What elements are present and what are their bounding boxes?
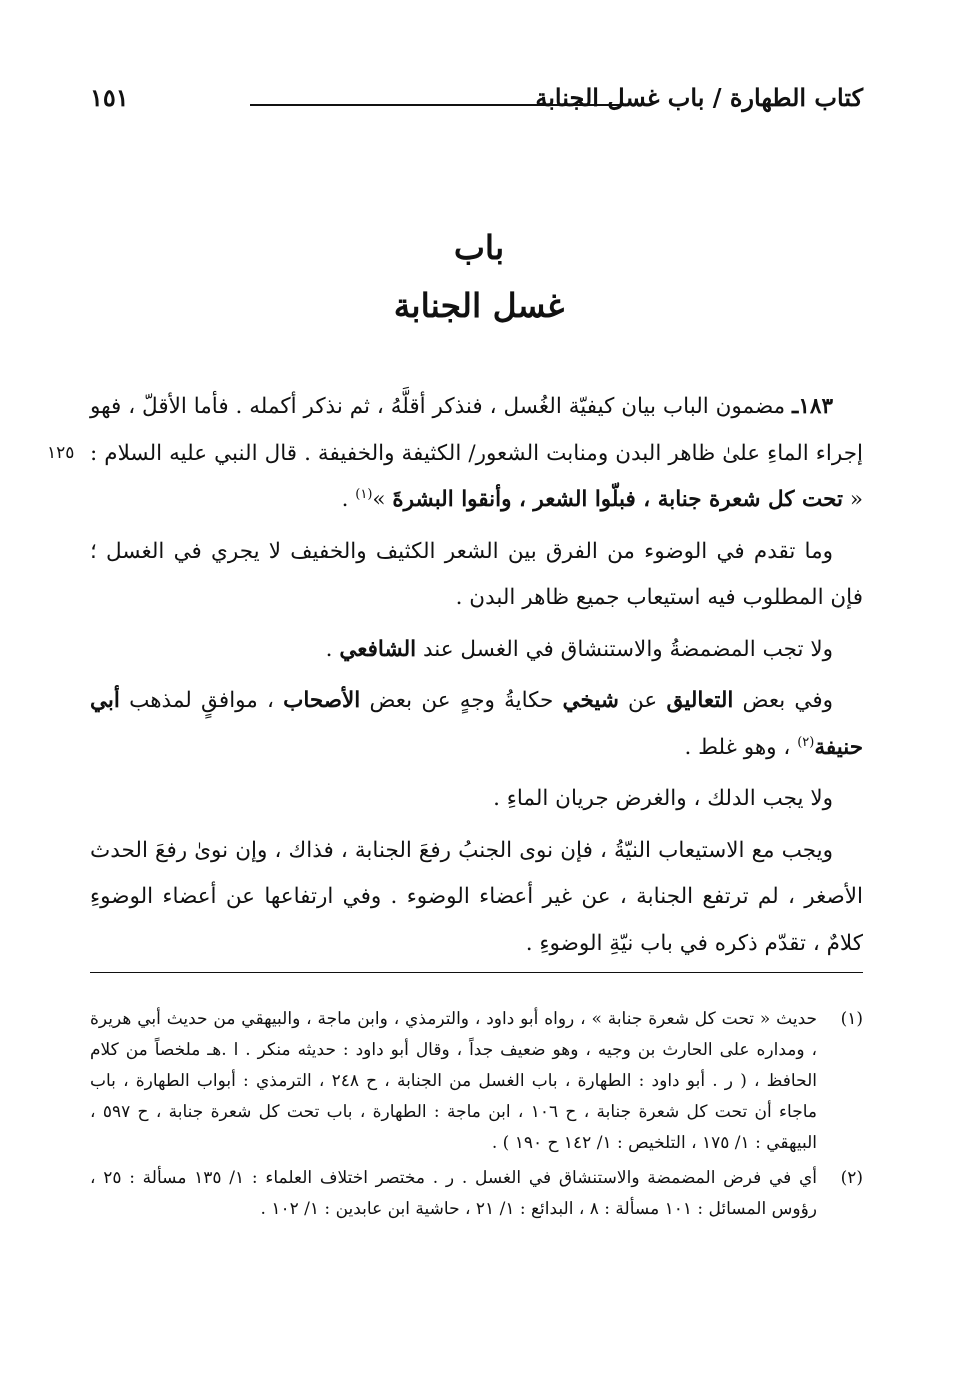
paragraph-madmada	[90, 627, 863, 674]
footnotes	[90, 1004, 863, 1229]
chapter-title: غسل الجنابة	[393, 286, 565, 325]
margin-page-reference: ١٢٥	[47, 443, 75, 463]
paragraph-number: ١٨٣ـ	[792, 394, 833, 419]
paragraph-text: عن	[618, 688, 667, 713]
paragraph-text: وفي بعض	[733, 688, 833, 713]
paragraph-text: ولا تجب المضمضةُ والاستنشاق في الغسل عند	[416, 636, 833, 662]
footnote-2	[90, 1163, 863, 1225]
term-ashab: الأصحاب	[283, 688, 361, 713]
footnote-text: أي في فرض المضمضة والاستنشاق في الغسل . ر . مختصر اختلاف العلماء : ١/ ١٣٥ مسألة : ٢٥ ، رؤوس المسائل : ١٠١ مسألة : ٨ ، البدائع : ١/ ٢١ ، حاشية ابن عابدين : ١/ ١٠٢ .	[90, 1168, 817, 1219]
page-number: ١٥١	[90, 83, 129, 112]
name-shafii: الشافعي	[339, 636, 417, 662]
paragraph-end: ، وهو غلط .	[684, 734, 798, 760]
paragraph-end: .	[325, 636, 340, 662]
chapter-label: باب	[453, 228, 505, 267]
quote-close: »	[372, 487, 393, 512]
paragraph-end: .	[341, 487, 356, 512]
header-rule	[250, 104, 626, 106]
name-shaykhi: شيخي	[562, 688, 619, 713]
paragraph-text: حكايةُ وجهٍ عن بعض	[360, 688, 563, 713]
paragraph-text: مضمون الباب بيان كيفيّة الغُسل ، فنذكر أقلَّهُ ، ثم نذكر أكمله . فأما الأقلّ ، فهو إجراء الماءِ علىٰ ظاهر البدن ومنابت الشعور/ الكثيفة والخفيفة . قال النبي عليه السلام : «	[90, 394, 863, 512]
paragraph-dalk: ولا يجب الدلك ، والغرض جريان الماءِ .	[493, 786, 833, 811]
paragraph-taaliq	[90, 678, 863, 771]
footnote-1	[90, 1004, 863, 1159]
hadith-quote: تحت كل شعرة جنابة ، فبلّوا الشعر ، وأنقوا البشرةَ	[392, 487, 843, 512]
footnote-separator	[90, 972, 863, 973]
paragraph-niyya: ويجب مع الاستيعاب النيّةُ ، فإن نوى الجنبُ رفعَ الجنابة ، فذاك ، وإن نوىٰ رفعَ الحدث الأصغر ، لم ترتفع الجنابة ، عن غير أعضاء الوضوء . وفي ارتفاعها عن أعضاء الوضوءِ كلامٌ ، تقدّم ذكره في باب نيّةِ الوضوءِ .	[90, 837, 863, 956]
footnote-text: حديث « تحت كل شعرة جنابة » ، رواه أبو داود ، والترمذي ، وابن ماجة ، والبيهقي من حديث أبي هريرة ، ومداره على الحارث بن وجيه ، وهو ضعيف جداً ، وقال أبو داود : حديثه منكر . ا .هـ ملخصاً من كلام الحافظ ، ( ر . أبو داود : الطهارة ، باب الغسل من الجنابة ، ح ٢٤٨ ، الترمذي : أبواب الطهارة ، باب ماجاء أن تحت كل شعرة جنابة ، ح ١٠٦ ، ابن ماجة : الطهارة ، باب تحت كل شعرة جنابة ، ح ٥٩٧ ، البيهقي : ١/ ١٧٥ ، التلخيص : ١/ ١٤٢ ح ١٩٠ ) .	[90, 1009, 817, 1153]
name-abu-hanifa: أبي حنيفة	[90, 688, 863, 760]
main-text	[90, 384, 863, 972]
footnote-ref-1[interactable]: (١)	[355, 486, 373, 502]
footnote-ref-2[interactable]: (٢)	[797, 734, 815, 750]
running-header	[90, 83, 863, 123]
paragraph-183	[90, 384, 863, 524]
footnote-number: (١)	[840, 1009, 863, 1029]
paragraph-text: ، موافقٍ لمذهب	[119, 688, 284, 713]
running-title: كتاب الطهارة / باب غسل الجنابة	[535, 83, 863, 112]
term-taaliq: التعاليق	[666, 688, 734, 713]
footnote-number: (٢)	[840, 1168, 863, 1188]
paragraph-hair: وما تقدم في الوضوء من الفرق بين الشعر الكثيف والخفيف لا يجري في الغسل ؛ فإن المطلوب فيه استيعاب جميع ظاهر البدن .	[90, 538, 863, 610]
